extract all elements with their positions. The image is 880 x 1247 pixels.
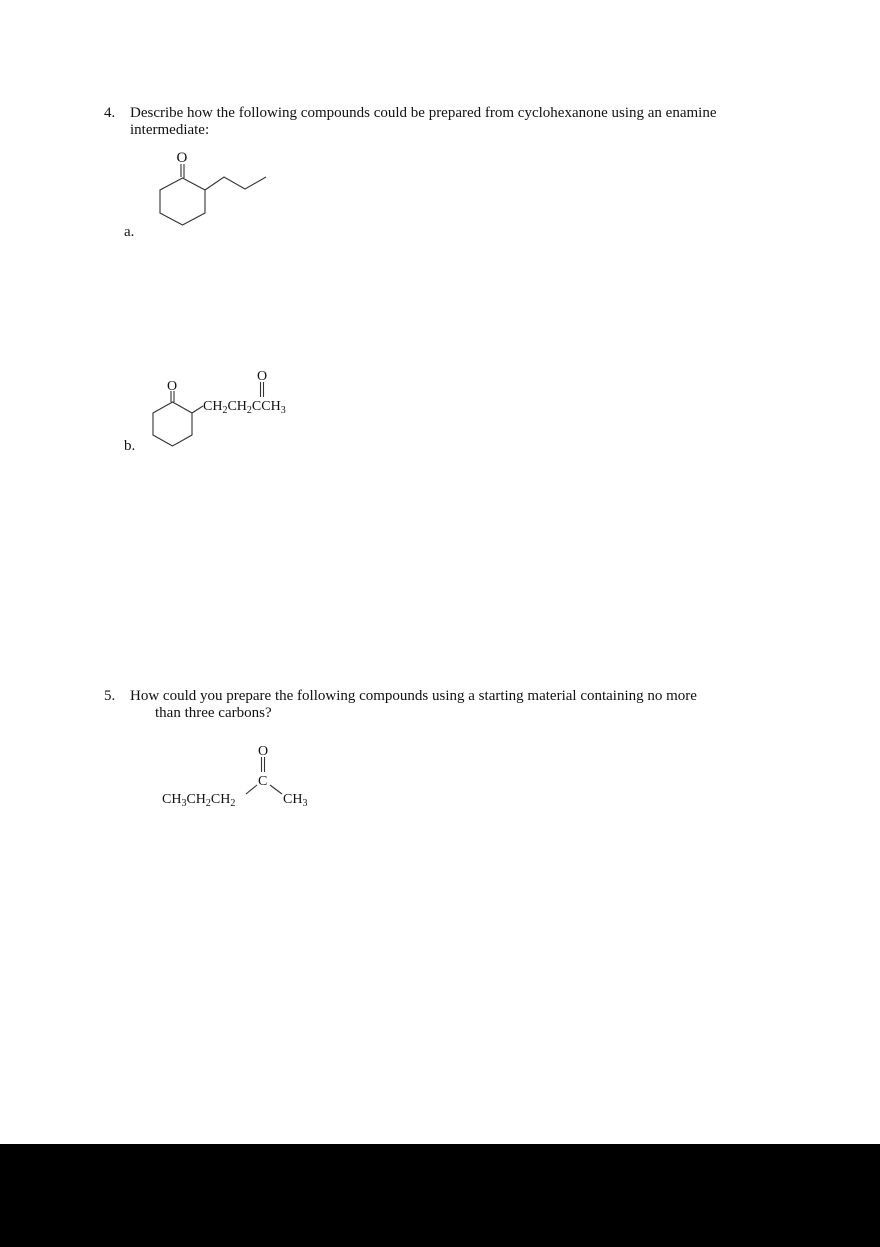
question-5-number: 5. [104,688,116,704]
question-4-text-line1: Describe how the following compounds could be prepared from cyclohexanone using an enamine [130,105,717,121]
question-4-text-line2: intermediate: [130,122,210,138]
left-group-formula: $CH_3CH_2CH_2$ [162,792,236,809]
oxygen-label: O [176,150,188,166]
oxygen-label: O [167,379,178,394]
side-chain-formula: $CH_2CH_2CCH_3$ [203,399,286,416]
question-5-text-line1: How could you prepare the following compounds using a starting material containing no more [130,688,697,704]
question-4-number: 4. [104,105,116,121]
part-b-label: b. [124,438,136,454]
question-5-text-line2: than three carbons? [155,705,272,721]
part-a-label: a. [124,224,135,240]
oxygen-label: O [257,369,268,384]
right-group-formula: $CH_3$ [283,792,308,809]
oxygen-label: O [258,744,269,759]
black-bottom-bar [0,1144,880,1247]
carbonyl-carbon-label: C [258,774,268,789]
